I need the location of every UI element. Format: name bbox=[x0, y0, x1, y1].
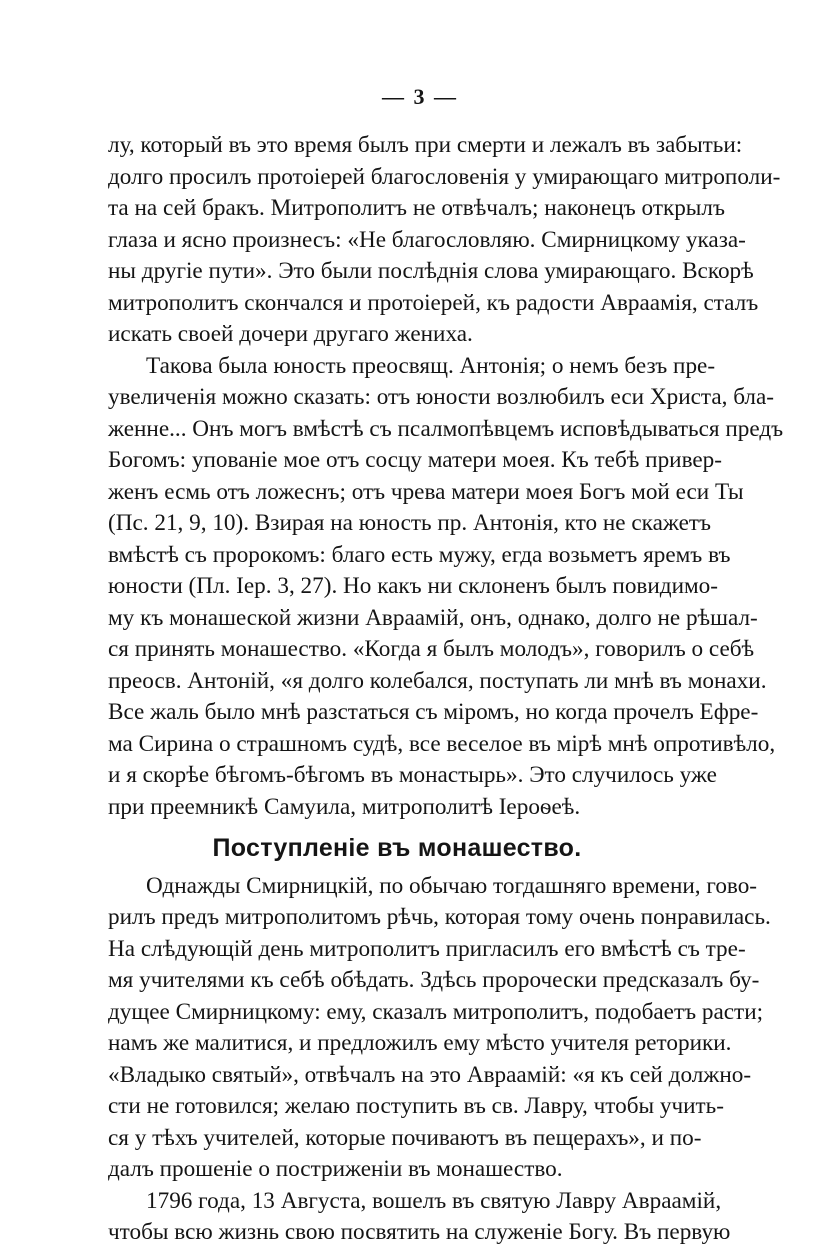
paragraph bbox=[108, 351, 784, 824]
text-line: вмѣстѣ съ пророкомъ: благо есть мужу, егда возьметъ яремъ въ bbox=[108, 541, 731, 568]
text-line: юности (Пл. Іер. 3, 27). Но какъ ни склоненъ былъ повидимо- bbox=[108, 573, 718, 599]
text-line: искать своей дочери другаго жениха. bbox=[108, 321, 473, 347]
text-line: «Владыко святый», отвѣчалъ на это Авраамій: «я къ сей должно- bbox=[108, 1061, 752, 1088]
text-line: мя учителями къ себѣ обѣдать. Здѣсь пророчески предсказалъ бу- bbox=[108, 967, 760, 993]
page-number: — 3 — bbox=[382, 84, 458, 109]
text-line: ма Сирина о страшномъ судѣ, все веселое въ мірѣ мнѣ опротивѣло, bbox=[108, 730, 776, 757]
text-line: Все жаль было мнѣ разстаться съ міромъ, но когда прочелъ Ефре- bbox=[108, 699, 759, 725]
text-line: та на сей бракъ. Митрополитъ не отвѣчалъ; наконецъ открылъ bbox=[108, 195, 725, 221]
text-line: ся принять монашество. «Когда я былъ молодъ», говорилъ о себѣ bbox=[108, 636, 755, 662]
text-line: 1796 года, 13 Августа, вошелъ въ святую Лавру Авраамій, bbox=[146, 1187, 722, 1214]
section-heading: Поступленіе въ монашество. bbox=[212, 834, 582, 862]
text-line: ся у тѣхъ учителей, которые почиваютъ въ пещерахъ», и по- bbox=[108, 1124, 702, 1151]
paragraphs-after-heading bbox=[108, 871, 771, 1249]
text-line: ны другіе пути». Это были послѣднія слова умирающаго. Вскорѣ bbox=[108, 258, 754, 284]
paragraph bbox=[108, 871, 771, 1186]
text-line: намъ же малитися, и предложилъ ему мѣсто учителя реторики. bbox=[108, 1030, 732, 1056]
text-line: долго просилъ протоіерей благословенія у умирающаго митрополи- bbox=[108, 163, 781, 190]
paragraph bbox=[108, 130, 781, 351]
text-line: преосв. Антоній, «я долго колебался, поступать ли мнѣ въ монахи. bbox=[108, 667, 767, 694]
text-line: лу, который въ это время былъ при смерти и лежалъ въ забытьи: bbox=[108, 132, 743, 158]
text-line: далъ прошеніе о постриженіи въ монашество. bbox=[108, 1156, 563, 1182]
text-line: митрополитъ скончался и протоіерей, къ радости Авраамія, сталъ bbox=[108, 289, 759, 316]
text-line: женне... Онъ могъ вмѣстѣ съ псалмопѣвцемъ исповѣдываться предъ bbox=[108, 415, 784, 442]
text-line: женъ есмь отъ ложеснъ; отъ чрева матери моея Богъ мой еси Ты bbox=[108, 478, 744, 505]
text-line: глаза и ясно произнесъ: «Не благословляю. Смирницкому указа- bbox=[108, 226, 746, 253]
body-text bbox=[108, 130, 784, 1249]
text-line: увеличенія можно сказать: отъ юности возлюбилъ еси Христа, бла- bbox=[108, 384, 775, 410]
text-line: дущее Смирницкому: ему, сказалъ митрополитъ, подобаетъ расти; bbox=[108, 998, 764, 1025]
text-line: чтобы всю жизнь свою посвятить на служеніе Богу. Въ первую bbox=[108, 1219, 731, 1245]
text-line: сти не готовился; желаю поступить въ св. Лавру, чтобы учить- bbox=[108, 1093, 724, 1119]
text-line: рилъ предъ митрополитомъ рѣчь, которая тому очень понравилась. bbox=[108, 904, 771, 930]
text-line: Однажды Смирницкій, по обычаю тогдашняго времени, гово- bbox=[146, 872, 758, 899]
text-line: и я скорѣе бѣгомъ-бѣгомъ въ монастырь». Это случилось уже bbox=[108, 762, 717, 788]
text-line: (Пс. 21, 9, 10). Взирая на юность пр. Антонія, кто не скажетъ bbox=[108, 510, 711, 536]
text-line: На слѣдующій день митрополитъ пригласилъ его вмѣстѣ съ тре- bbox=[108, 935, 746, 962]
text-line: му къ монашеской жизни Авраамій, онъ, однако, долго не рѣшал- bbox=[108, 604, 758, 631]
paragraphs-before-heading bbox=[108, 130, 784, 823]
paragraph bbox=[108, 1186, 731, 1249]
text-line: Такова была юность преосвящ. Антонія; о немъ безъ пре- bbox=[146, 352, 716, 379]
text-line: Богомъ: упованіе мое отъ сосцу матери моея. Къ тебѣ привер- bbox=[108, 447, 722, 473]
text-line: при преемникѣ Самуила, митрополитѣ Іероѳеѣ. bbox=[108, 793, 581, 820]
